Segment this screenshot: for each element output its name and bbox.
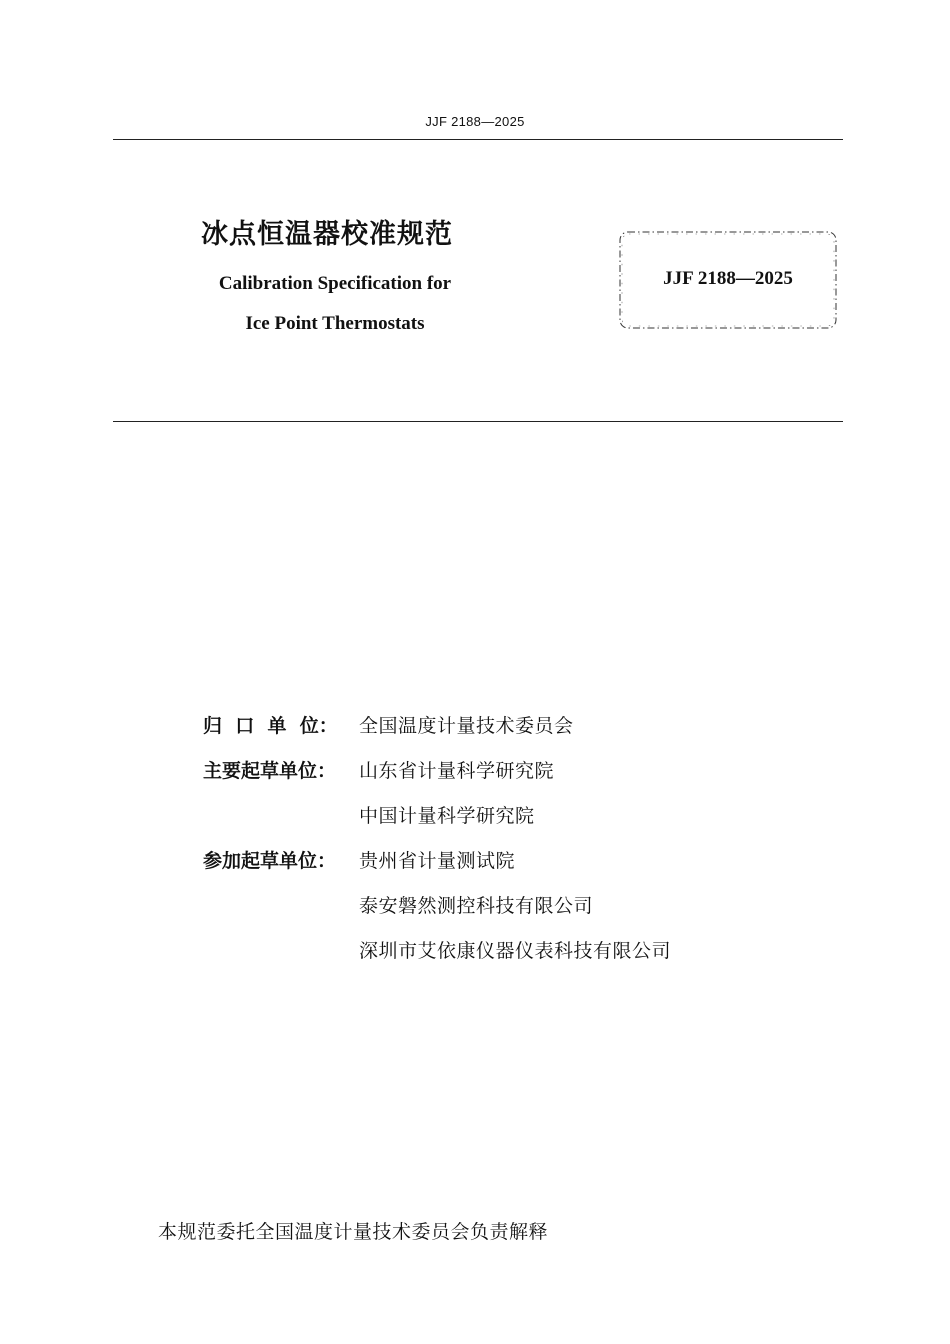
unit-row	[203, 837, 671, 882]
unit-value: 深圳市艾依康仪器仪表科技有限公司	[359, 940, 672, 962]
unit-value: 贵州省计量测试院	[359, 850, 516, 872]
header-document-code: JJF 2188—2025	[425, 114, 525, 129]
unit-label: 主要起草单位：	[203, 760, 337, 782]
unit-value: 全国温度计量技术委员会	[359, 715, 574, 737]
unit-label: 归 口 单 位：	[203, 715, 338, 737]
specification-code: JJF 2188—2025	[663, 268, 793, 289]
specification-code-box	[618, 230, 838, 330]
title-divider	[113, 421, 843, 422]
title-block	[170, 212, 500, 335]
unit-value: 泰安磐然测控科技有限公司	[359, 895, 594, 917]
unit-row	[203, 747, 671, 792]
unit-row	[203, 882, 671, 927]
unit-value: 山东省计量科学研究院	[359, 760, 555, 782]
title-chinese: 冰点恒温器校准规范	[201, 219, 453, 250]
unit-value: 中国计量科学研究院	[359, 805, 535, 827]
title-english-line2: Ice Point Thermostats	[245, 313, 425, 334]
header-divider	[113, 139, 843, 140]
drafting-units	[203, 702, 671, 972]
interpretation-note: 本规范委托全国温度计量技术委员会负责解释	[158, 1221, 549, 1243]
unit-row	[203, 792, 671, 837]
unit-row	[203, 927, 671, 972]
title-english-line1: Calibration Specification for	[218, 273, 452, 294]
unit-label: 参加起草单位：	[203, 850, 337, 872]
unit-row	[203, 702, 671, 747]
